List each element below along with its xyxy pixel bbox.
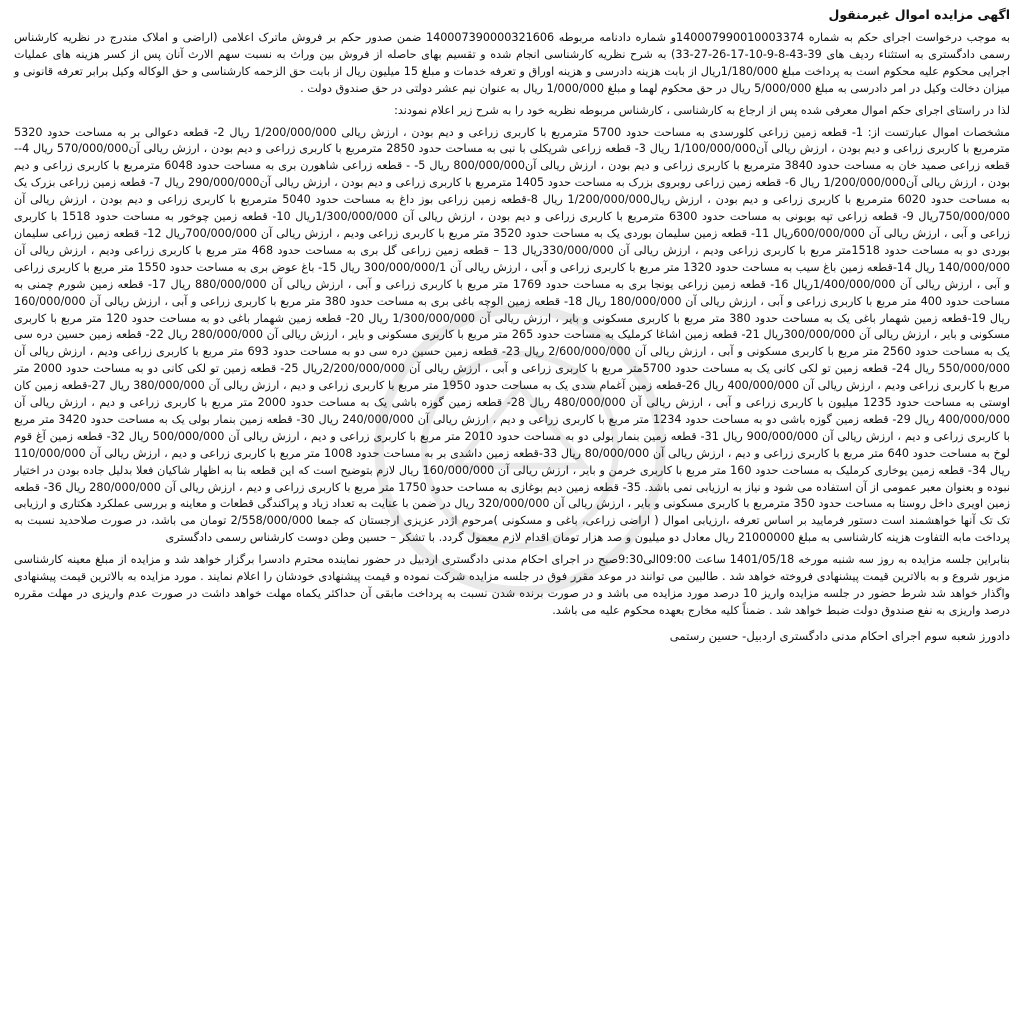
notice-title: اگهی مزایده اموال غیرمنقول	[828, 7, 1010, 22]
auction-details: بنابراین جلسه مزایده به روز سه شنبه مورخه 1401/05/18 ساعت 09:00الی9:30صبح در اجرای احکام مدنی دادگستری اردبیل در حضور نماینده محترم دادسرا برگزار خواهد شد و مزایده از مبلغ معینه کارشناسی مزبور شروع و به بالاترین قیمت پیشنهادی فروخته خواهد شد . طالبین می توانند در موعد مقرر فوق در جلسه مزایده شرکت نموده و قیمت پیشنهادی خودشان را اعلام نمایند . مورد مزایده به بالاترین قیمت پیشنهادی واگذار خواهد شد شرط حضور در جلسه مزایده واریز 10 درصد مورد مزایده می باشد و در صورت برنده شدن نسبت به پرداخت مابقی آن حداکثر یکماه مهلت خواهد داشت در صورت عدم واریزی در مهلت مقرره درصد واریزی به نفع صندوق دولت ضبط خواهد شد . ضمناً کلیه مخارج بعهده محکوم علیه می باشد.	[14, 553, 1011, 617]
signature: دادورز شعبه سوم اجرای احکام مدنی دادگستری اردبیل- حسین رستمی	[669, 628, 1010, 643]
notice-intro: به موجب درخواست اجرای حکم به شماره 140007990010003374و شماره دادنامه مربوطه 140007390000321606 ضمن صدور حکم بر فروش ماترک اعلامی (اراضی و املاک مندرج در نظریه کارشناس رسمی دادگستری به استثناء ردیف های 39-43-8-9-10-17-26-27-33) به شرح نظریه کارشناسی انجام شده و تقسیم بهای حاصله از فروش بین وراث به نسبت سهم الارث آنان پس از کسر هزینه های عملیات اجرایی محکوم علیه محکوم است به پرداخت مبلغ 1/180/000ریال از بابت هزینه دادرسی و هزینه اوراق و تعرفه خدمات و مبلغ 15 میلیون ریال از بابت حق الزحمه کارشناسی و حق الوکاله وکیل برابر تعرفه قانونی و میزان دخالت وکیل در امر دادرسی به مبلغ 5/000/000 ریال در حق محکوم لهما و مبلغ 1/000/000 ریال به عنوان نیم عشر دولتی در حق صندوق دولت .	[14, 31, 1011, 95]
property-list: مشخصات اموال عبارتست از: 1- قطعه زمین زراعی کلورسدی به مساحت حدود 5700 مترمربع با کاربری زراعی و دیم بودن ، ارزش ریالی 1/200/000/000 ریال 2- قطعه دعوالی بر به مساحت حدود 5320 مترمربع با کاربری زراعی و دیم بودن ، ارزش ریالی آن1/100/000/000 ریال 3- قطعه زراعی شریکلی با نبی به مساحت حدود 2850 مترمربع با کاربری زراعی و دیم بودن ، ارزش ریالی آن570/000/000 ریال 4-- قطعه زراعی صمید خان به مساحت حدود 3840 مترمربع با کاربری زراعی و دیم بودن ، ارزش ریالی آن800/000/000 ریال 5- - قطعه زراعی شاهورن بری به مساحت حدود 6048 مترمربع با کاربری زراعی و دیم بودن ، ارزش ریالی آن1/200/000/000 ریال 6- قطعه زمین زراعی روبروی بزرک به مساحت حدود 1405 مترمربع با کاربری زراعی و دیم بودن ، ارزش ریالی آن290/000/000 ریال 7- قطعه زمین زراعی بزرک یک به مساحت حدود 6020 مترمربع با کاربری زراعی و دیم بودن ، ارزش ریال1/200/000/000 ریال 8-قطعه زمین زراعی بوز داغ به مساحت حدود 5040 مترمربع با کاربری زراعی و دیم بودن ، ارزش ریالی آن 750/000/000ریال 9- قطعه زراعی تپه بوبونی به مساحت حدود 6300 مترمربع با کاربری زراعی و دیم بودن ، ارزش ریالی آن 1/300/000/000ریال 10- قطعه زمین چوخور به مساحت حدود 1518 با کاربری زراعی و آبی ، ارزش ریالی آن 600/000/000ریال 11- قطعه زمین سلیمان بوردی یک به مساحت حدود 3520 متر مربع با کاربری زراعی ودیم ، ارزش ریالی آن 700/000/000ریال 12- قطعه زمین زراعی سلیمان بوردی دو به مساحت حدود 1518متر مربع با کاربری زراعی ودیم ، ارزش ریالی آن 330/000/000ریال 13 – قطعه زمین زراعی گل بری به مساحت حدود 468 متر مربع با کاربری زراعی ودیم ، ارزش ریالی آن 140/000/000 ریال 14-قطعه زمین باغ سیب به مساحت حدود 1320 متر مربع با کاربری زراعی و آبی ، ارزش ریالی آن 300/000/000/1 ریال 15- باغ عوض بری به مساحت حدود 1550 متر مربع با کاربری زراعی و آبی ، ارزش ریالی آن 1/400/000/000ریال 16- قطعه زمین زراعی یونجا بری به مساحت حدود 1769 متر مربع با کاربری زراعی و آبی ، ارزش ریالی آن 880/000/000 ریال 17- قطعه زمین شورم چمنی به مساحت حدود 400 متر مربع با کاربری زراعی و آبی ، ارزش ریالی آن 180/000/000 ریال 18- قطعه زمین الوچه باغی بری به مساحت حدود 380 متر مربع با کاربری زراعی و آبی ، ارزش ریالی آن 160/000/000 ریال 19-قطعه زمین شهمار باغی یک به مساحت حدود 380 متر مربع با کاربری مسکونی و بایر ، ارزش ریالی آن 1/300/000/000 ریال 20- قطعه زمین شهمار باغی دو به مساحت حدود 120 متر مربع با کاربری مسکونی و بایر ، ارزش ریالی آن 300/000/000ریال 21- قطعه زمین اشاغا کرملیک به مساحت حدود 265 متر مربع با کاربری مسکونی و بایر ، ارزش ریالی آن 280/000/000 ریال 22- قطعه زمین حسین دره سی یک به مساحت حدود 2560 متر مربع با کاربری مسکونی و آبی ، ارزش ریالی آن 2/600/000/000 ریال 23- قطعه زمین حسین دره سی دو به مساحت حدود 693 متر مربع با کاربری زراعی ودیم ، ارزش ریالی آن 550/000/000 ریال 24- قطعه زمین تو لکی کانی یک به مساحت حدود 5700متر مربع با کاربری زراعی و آبی ، ارزش ریالی آن 2/200/000/000ریال 25- قطعه زمین تو لکی کانی دو به مساحت حدود 2000 متر مربع با کاربری زراعی ودیم ، ارزش ریالی آن 400/000/000 ریال 26-قطعه زمین آغمام سدی یک به مساحت حدود 1950 متر مربع با کاربری زراعی و دیم ، ارزش ریالی آن 380/000/000 ریال 27-قطعه زمین کان اوستی به مساحت حدود 1235 میلیون با کاربری زراعی و آبی ، ارزش ریالی آن 480/000/000 ریال 28- قطعه زمین گوزه باشی یک به مساحت حدود 2000 متر مربع با کاربری زراعی و دیم ، ارزش ریالی آن 400/000/000 ریال 29- قطعه زمین گوزه باشی دو به مساحت حدود 1234 متر مربع با کاربری زراعی و دیم ، ارزش ریالی آن 240/000/000 ریال 30- قطعه زمین بنمار بولی یک به مساحت حدود 3420 متر مربع با کاربری زراعی و دیم ، ارزش ریالی آن 900/000/000 ریال 31- قطعه زمین بنمار بولی دو به مساحت حدود 2010 متر مربع با کاربری زراعی و دیم ، ارزش ریالی آن 500/000/000 ریال 32- قطعه زمین آغ قوم لوخ به مساحت حدود 640 متر مربع با کاربری زراعی و دیم ، ارزش ریالی آن 80/000/000 ریال 33-قطعه زمین داشدی بر به مساحت حدود 1008 متر مربع با کاربری زراعی و دیم ، ارزش ریالی آن 110/000/000 ریال 34- قطعه زمین یوخاری کرملیک به مساحت حدود 160 متر مربع با کاربری خرمن و بایر ، ارزش ریالی آن 160/000/000 ریال لازم بتوضیح است که این قطعه بنا به اظهار شاکیان فعلا بدلیل جاده بودن در اختیار نبوده و بعنوان معبر عمومی از آن استفاده می شود و نیاز به ارزیابی نمی باشد. 35- قطعه زمین دیم بوغازی به مساحت حدود 1750 متر مربع با کاربری زراعی و دیم ، ارزش ریالی آن 280/000/000 ریال 36- قطعه زمین اویری داخل روستا به مساحت حدود 350 مترمربع با کاربری مسکونی و بایر ، ارزش ریالی آن 320/000/000 ریال در ضمن با عنایت به تعداد زیاد و پراکندگی قطعات و معاینه و بررسی عملکرد هکتاری و ارزیابی تک تک آنها خواهشمند است دستور فرمایید بر اساس تعرفه ،ارزیابی اموال ( اراضی زراعی، باغی و مسکونی )مرحوم اژدر عزیزی ارجستان که جمعا 2/558/000/000 تومان می باشد، در صورت صلاحدید نسبت به پرداخت مابه التفاوت هزینه کارشناسی به مبلغ 21000000 ریال معادل دو میلیون و صد هزار تومان اقدام لازم معمول گردد. با تشکر – حسین وطن دوست کارشناس رسمی دادگستری	[14, 125, 1011, 545]
expert-statement: لذا در راستای اجرای حکم اموال معرفی شده پس از ارجاع به کارشناسی ، کارشناس مربوطه نظریه خود را به شرح زیر اعلام نمودند:	[394, 103, 1010, 117]
